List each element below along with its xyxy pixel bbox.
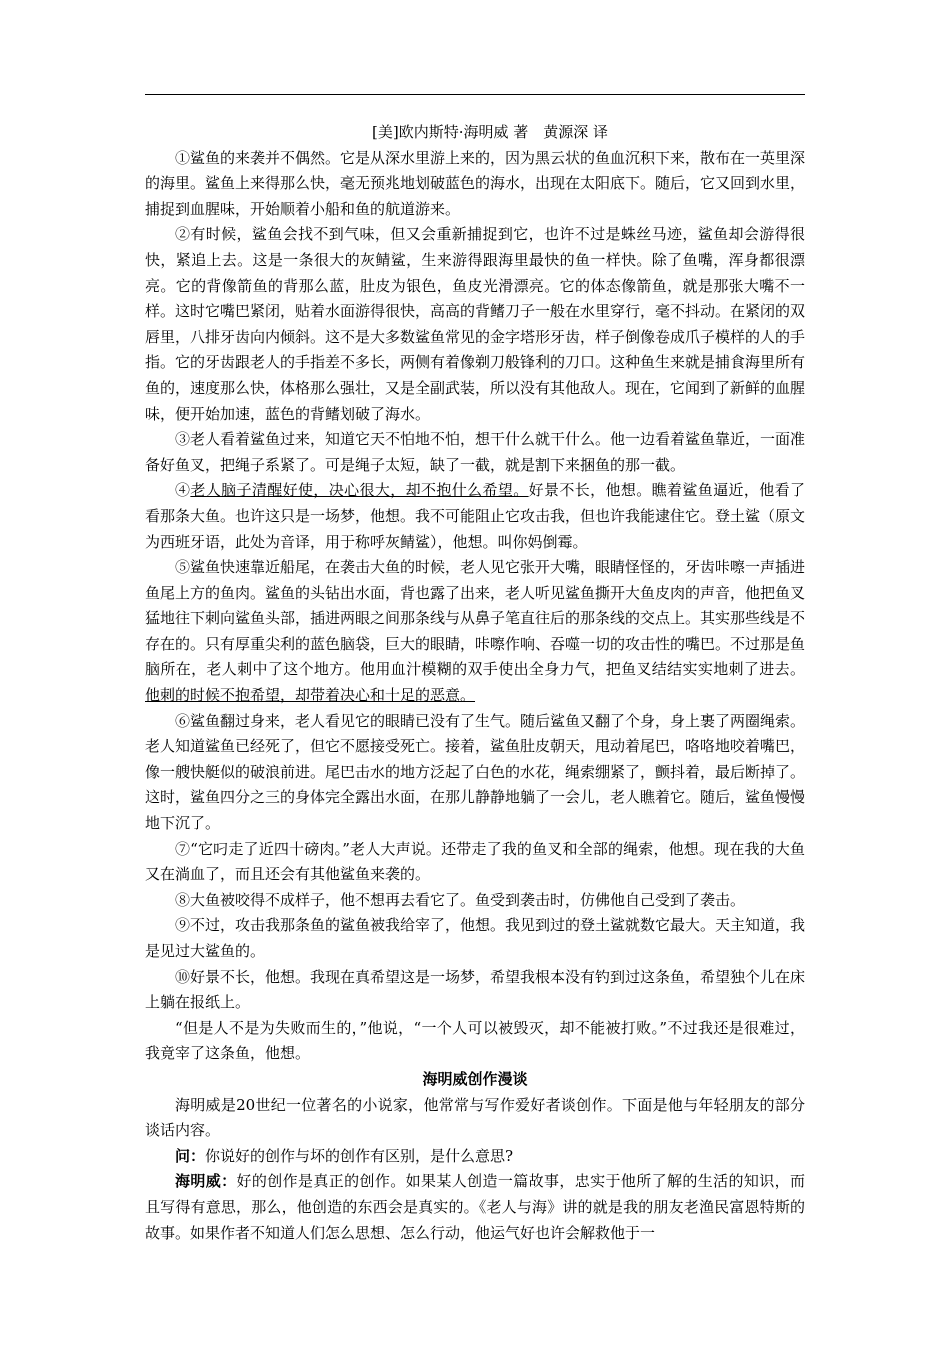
answer-text: 好的创作是真正的创作。如果某人创造一篇故事，忠实于他所了解的生活的知识，而且写得有意思，那么，他创造的东西会是真实的。《老人与海》讲的就是我的朋友老渔民富恩特斯的故事。如果作者不知道人们怎么思想、怎么行动，他运气好也许会解救他于一	[145, 1172, 805, 1242]
paragraph-4-rest: 好景不长，他想。瞧着鲨鱼逼近，他看了看那条大鱼。也许这只是一场梦，他想。我不可能阻止它攻击我，但也许我能逮住它。登土鲨（原文为西班牙语，此处为音译，用于称呼灰鲭鲨），他想。叫你妈倒霉。	[145, 481, 806, 551]
paragraph-4-number: ④	[175, 481, 191, 500]
answer-label: 海明威：	[175, 1172, 237, 1191]
underlined-sentence-2: 他刺的时候不抱希望，却带着决心和十足的恶意。	[145, 686, 476, 705]
paragraph-9: ⑨不过，攻击我那条鱼的鲨鱼被我给宰了，他想。我见到过的登土鲨就数它最大。天主知道，我是见过大鲨鱼的。	[145, 916, 806, 960]
paragraph-2: ②有时候，鲨鱼会找不到气味，但又会重新捕捉到它，也许不过是蛛丝马迹，鲨鱼却会游得很快，紧追上去。这是一条很大的灰鲭鲨，生来游得跟海里最快的鱼一样快。除了鱼嘴，浑身都很漂亮。它的背像箭鱼的背那么蓝，肚皮为银色，鱼皮光滑漂亮。它的体态像箭鱼，就是那张大嘴不一样。这时它嘴巴紧闭，贴着水面游得很快，高高的背鳍刀子一般在水里穿行，毫不抖动。在紧闭的双唇里，八排牙齿向内倾斜。这不是大多数鲨鱼常见的金字塔形牙齿，样子倒像卷成爪子模样的人的手指。它的牙齿跟老人的手指差不多长，两侧有着像剃刀般锋利的刀口。这种鱼生来就是捕食海里所有鱼的，速度那么快，体格那么强壮，又是全副武装，所以没有其他敌人。现在，它闻到了新鲜的血腥味，便开始加速，蓝色的背鳍划破了海水。	[145, 225, 806, 423]
document-body	[145, 120, 805, 1246]
paragraph-6: ⑥鲨鱼翻过身来，老人看见它的眼睛已没有了生气。随后鲨鱼又翻了个身，身上裹了两圈绳索。老人知道鲨鱼已经死了，但它不愿接受死亡。接着，鲨鱼肚皮朝天，甩动着尾巴，咯咯地咬着嘴巴，像一艘快艇似的破浪前进。尾巴击水的地方泛起了白色的水花，绳索绷紧了，颤抖着，最后断掉了。这时，鲨鱼四分之三的身体完全露出水面，在那儿静静地躺了一会儿，老人瞧着它。随后，鲨鱼慢慢地下沉了。	[145, 711, 806, 833]
section-intro: 海明威是20世纪一位著名的小说家，他常常与写作爱好者谈创作。下面是他与年轻朋友的部分谈话内容。	[145, 1095, 805, 1140]
paragraph-8: ⑧大鱼被咬得不成样子，他不想再去看它了。鱼受到袭击时，仿佛他自己受到了袭击。	[175, 890, 746, 909]
paragraph-7: ⑦“它叼走了近四十磅肉。”老人大声说。还带走了我的鱼叉和全部的绳索，他想。现在我的大鱼又在淌血了，而且还会有其他鲨鱼来袭的。	[145, 839, 805, 884]
answer	[145, 1169, 805, 1246]
paragraph-1: ①鲨鱼的来袭并不偶然。它是从深水里游上来的，因为黑云状的鱼血沉积下来，散布在一英里深的海里。鲨鱼上来得那么快，毫无预兆地划破蓝色的海水，出现在太阳底下。随后，它又回到水里，捕捉到血腥味，开始顺着小船和鱼的航道游来。	[145, 148, 806, 218]
section-heading: 海明威创作漫谈	[422, 1069, 528, 1088]
paragraph-4	[145, 478, 805, 555]
question-text: 你说好的创作与坏的创作有区别，是什么意思?	[205, 1146, 514, 1165]
top-rule	[145, 94, 805, 95]
paragraph-3: ③老人看着鲨鱼过来，知道它天不怕地不怕，想干什么就干什么。他一边看着鲨鱼靠近，一面准备好鱼叉，把绳子系紧了。可是绳子太短，缺了一截，就是割下来捆鱼的那一截。	[145, 430, 806, 474]
paragraph-5	[145, 555, 805, 709]
paragraph-10: ⑩好景不长，他想。我现在真希望这是一场梦，希望我根本没有钓到过这条鱼，希望独个儿在床上躺在报纸上。	[145, 967, 806, 1012]
question	[145, 1144, 805, 1170]
byline: [美]欧内斯特·海明威 著 黄源深 译	[371, 123, 608, 141]
paragraph-11: “但是人不是为失败而生的，”他说，“一个人可以被毁灭，却不能被打败。”不过我还是很难过，我竟宰了这条鱼，他想。	[145, 1018, 805, 1063]
paragraph-5-main: ⑤鲨鱼快速靠近船尾，在袭击大鱼的时候，老人见它张开大嘴，眼睛怪怪的，牙齿咔嚓一声插进鱼尾上方的鱼肉。鲨鱼的头钻出水面，背也露了出来，老人听见鲨鱼撕开大鱼皮肉的声音，他把鱼叉猛地往下刺向鲨鱼头部，插进两眼之间那条线与从鼻子笔直往后的那条线的交点上。其实那些线是不存在的。只有厚重尖利的蓝色脑袋，巨大的眼睛，咔嚓作响、吞噬一切的攻击性的嘴巴。不过那是鱼脑所在，老人刺中了这个地方。他用血汁模糊的双手使出全身力气，把鱼叉结结实实地刺了进去。	[145, 558, 806, 679]
question-label: 问：	[175, 1146, 206, 1165]
underlined-sentence-1: 老人脑子清醒好使，决心很大，却不抱什么希望。	[190, 481, 529, 500]
